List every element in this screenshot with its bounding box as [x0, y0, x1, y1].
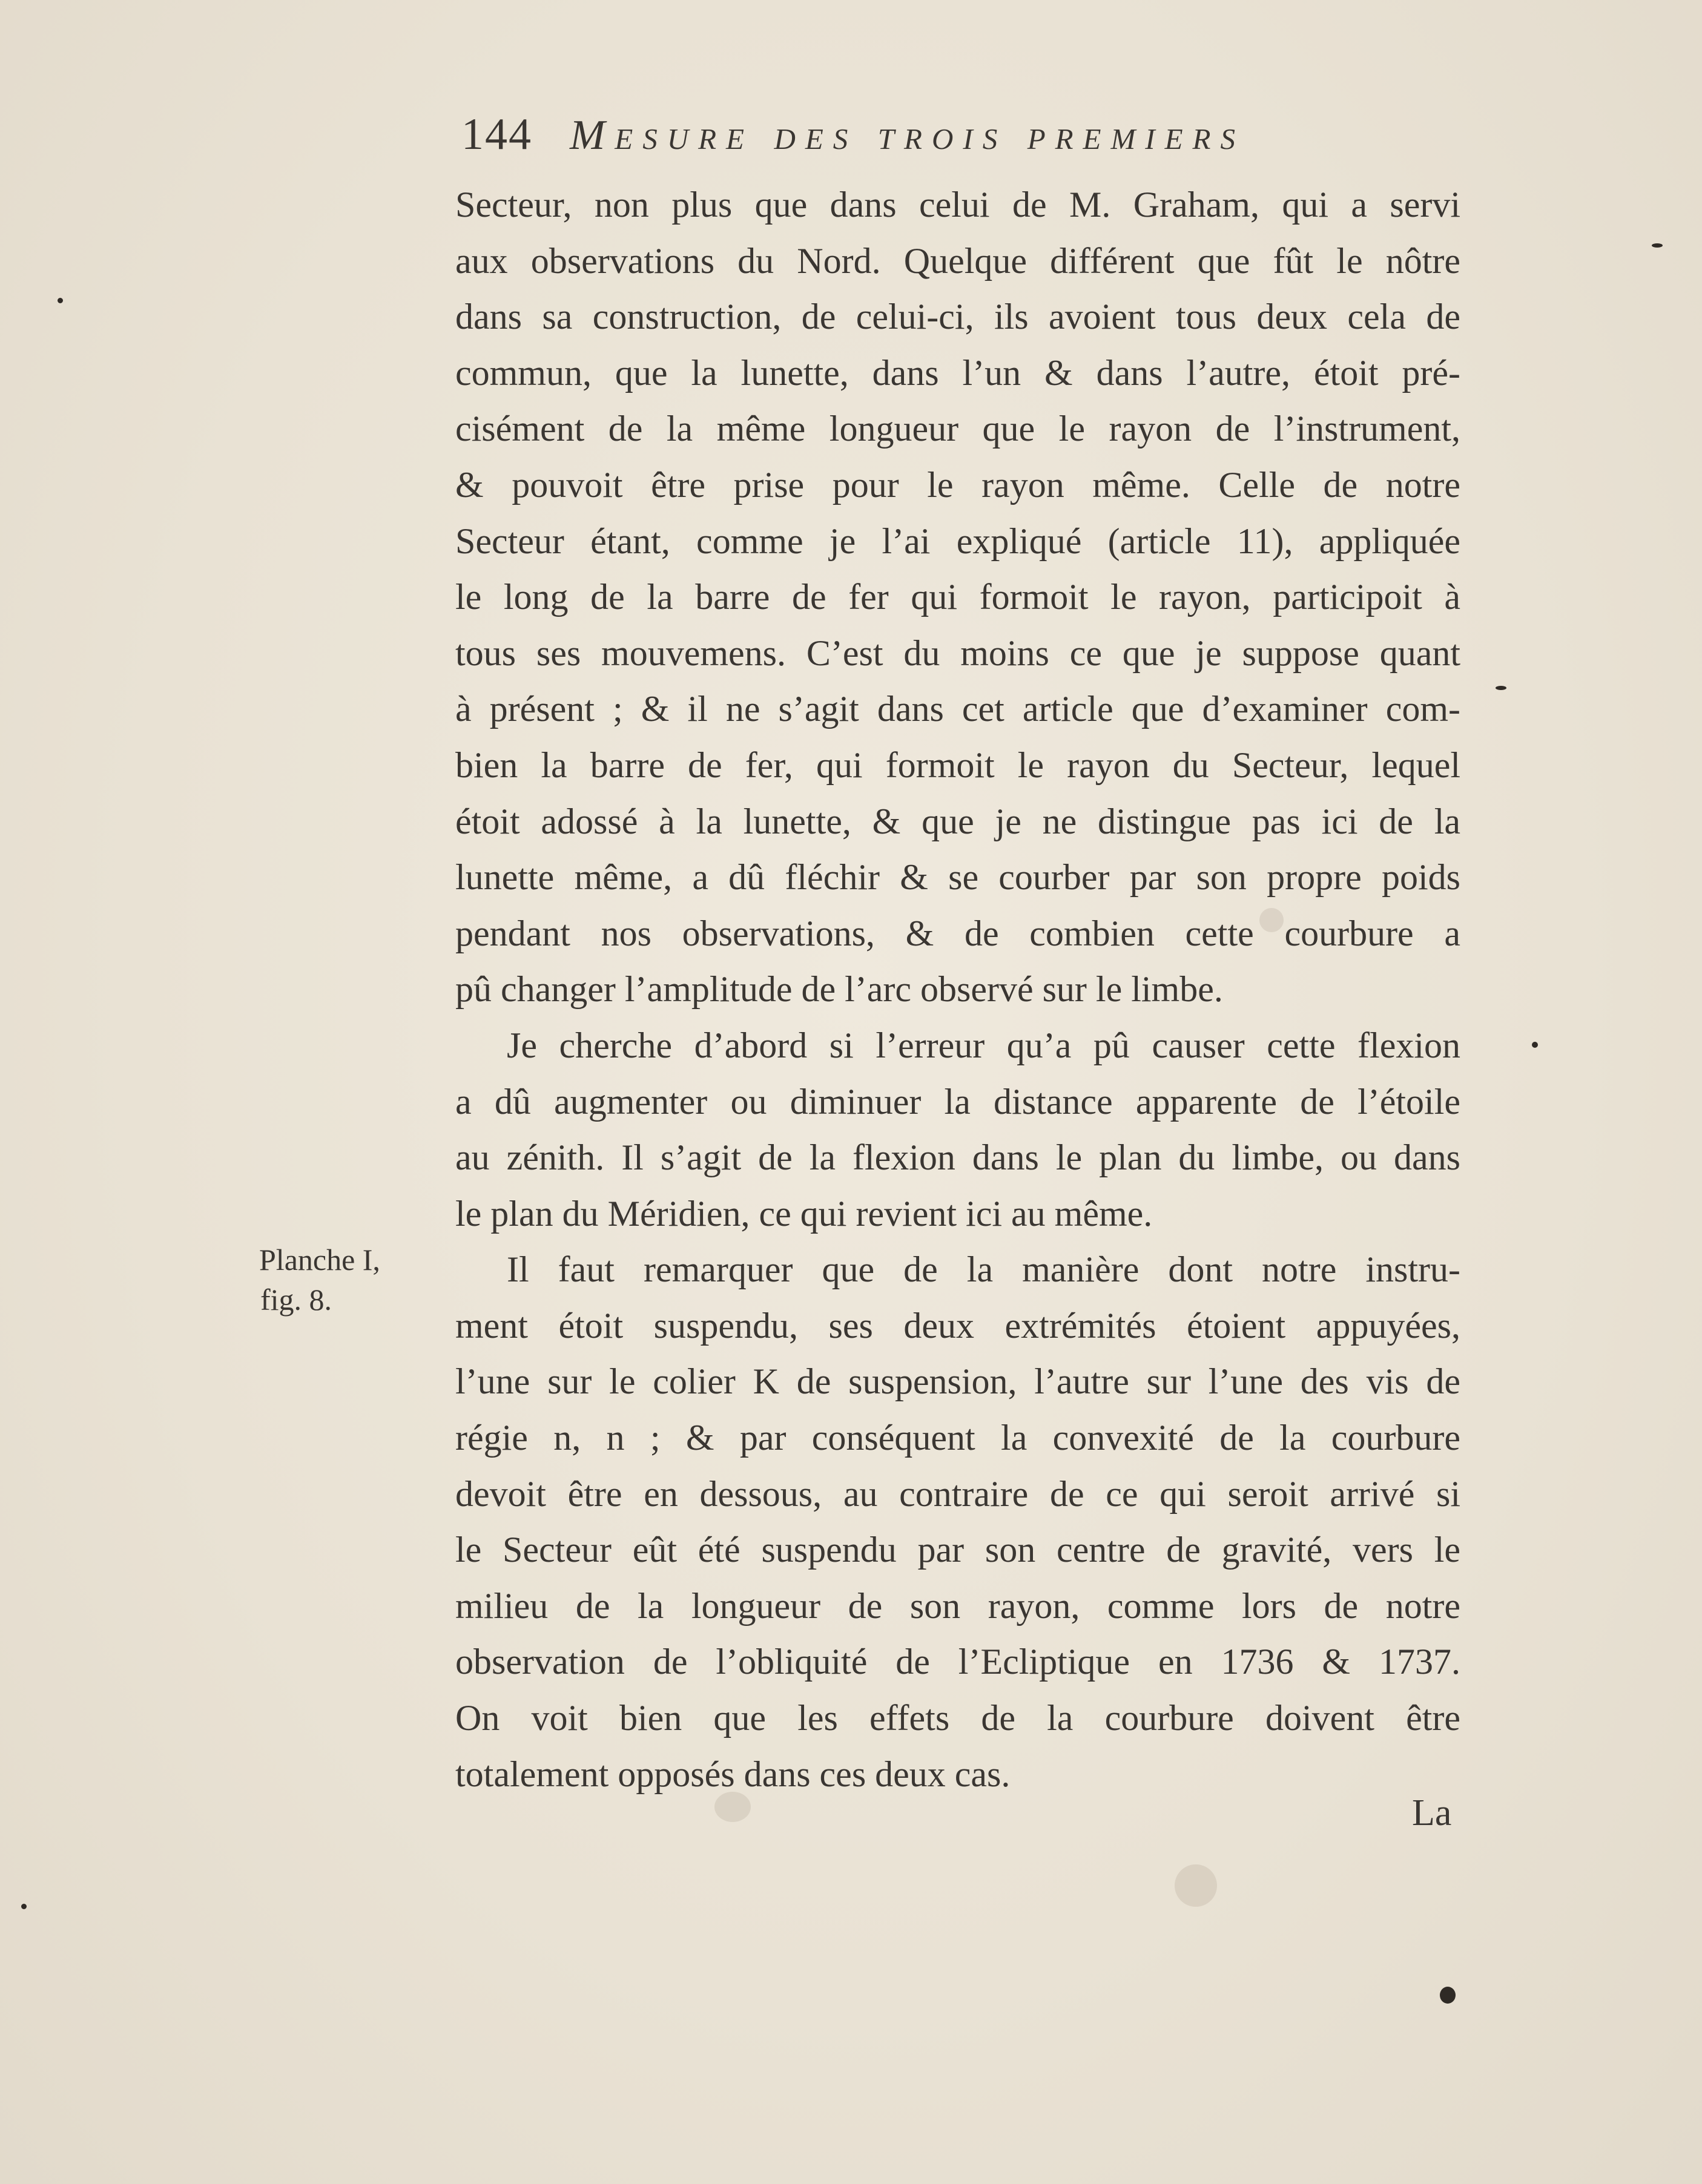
text-line: devoit être en dessous, au contraire de ce qui seroit arrivé si — [455, 1473, 1460, 1514]
ink-spot — [21, 1904, 27, 1909]
ink-spot — [1652, 243, 1663, 248]
text-line: commun, que la lunette, dans l’un & dans l’autre, étoit pré- — [455, 352, 1460, 393]
text-line: au zénith. Il s’agit de la flexion dans le plan du limbe, ou dans — [455, 1137, 1460, 1178]
text-line: milieu de la longueur de son rayon, comme lors de notre — [455, 1585, 1460, 1626]
running-title: Mesure des trois premiers — [570, 112, 1245, 159]
page-number: 144 — [461, 110, 532, 159]
text-line: Secteur étant, comme je l’ai expliqué (article 11), appliquée — [455, 521, 1460, 561]
text-line: ment étoit suspendu, ses deux extrémités étoient appuyées, — [455, 1305, 1460, 1346]
text-line: tous ses mouvemens. C’est du moins ce que je suppose quant — [455, 633, 1460, 673]
ink-spot — [1532, 1042, 1538, 1048]
margin-note — [259, 1240, 380, 1320]
text-line: le plan du Méridien, ce qui revient ici au même. — [455, 1193, 1153, 1234]
text-line: pendant nos observations, & de combien cette courbure a — [455, 913, 1460, 953]
text-line: totalement opposés dans ces deux cas. — [455, 1754, 1011, 1794]
text-line: aux observations du Nord. Quelque différent que fût le nôtre — [455, 240, 1460, 281]
text-line: pû changer l’amplitude de l’arc observé sur le limbe. — [455, 969, 1223, 1010]
text-line: On voit bien que les effets de la courbure doivent être — [455, 1698, 1460, 1738]
text-body — [455, 177, 1460, 1802]
text-line: observation de l’obliquité de l’Ecliptique en 1736 & 1737. — [455, 1642, 1460, 1682]
page-header — [461, 109, 1351, 176]
text-line: le long de la barre de fer qui formoit le rayon, participoit à — [455, 577, 1460, 617]
text-line: bien la barre de fer, qui formoit le rayon du Secteur, lequel — [455, 745, 1460, 785]
text-line: étoit adossé à la lunette, & que je ne distingue pas ici de la — [455, 801, 1460, 841]
text-line: le Secteur eût été suspendu par son centre de gravité, vers le — [455, 1530, 1460, 1570]
text-line: Secteur, non plus que dans celui de M. Graham, qui a servi — [455, 185, 1460, 225]
margin-note-plate: Planche I, — [259, 1243, 380, 1277]
margin-note-figure: fig. 8. — [260, 1283, 332, 1317]
text-line: Il faut remarquer que de la manière dont notre instru- — [507, 1249, 1460, 1290]
text-line: l’une sur le colier K de suspension, l’autre sur l’une des vis de — [455, 1361, 1460, 1402]
text-line: régie n, n ; & par conséquent la convexité de la courbure — [455, 1418, 1460, 1458]
text-line: & pouvoit être prise pour le rayon même. Celle de notre — [455, 464, 1460, 505]
ink-spot — [1440, 1987, 1456, 2004]
text-line: Je cherche d’abord si l’erreur qu’a pû causer cette flexion — [507, 1025, 1460, 1065]
catchword: La — [1412, 1792, 1452, 1834]
text-line: cisément de la même longueur que le rayon de l’instrument, — [455, 409, 1460, 449]
text-line: dans sa construction, de celui-ci, ils avoient tous deux cela de — [455, 297, 1460, 337]
paper-stain — [1175, 1864, 1217, 1907]
text-line: à présent ; & il ne s’agit dans cet article que d’examiner com- — [455, 689, 1460, 729]
ink-spot — [58, 298, 63, 303]
ink-spot — [1496, 686, 1506, 690]
text-line: lunette même, a dû fléchir & se courber par son propre poids — [455, 857, 1460, 898]
text-line: a dû augmenter ou diminuer la distance apparente de l’étoile — [455, 1081, 1460, 1122]
